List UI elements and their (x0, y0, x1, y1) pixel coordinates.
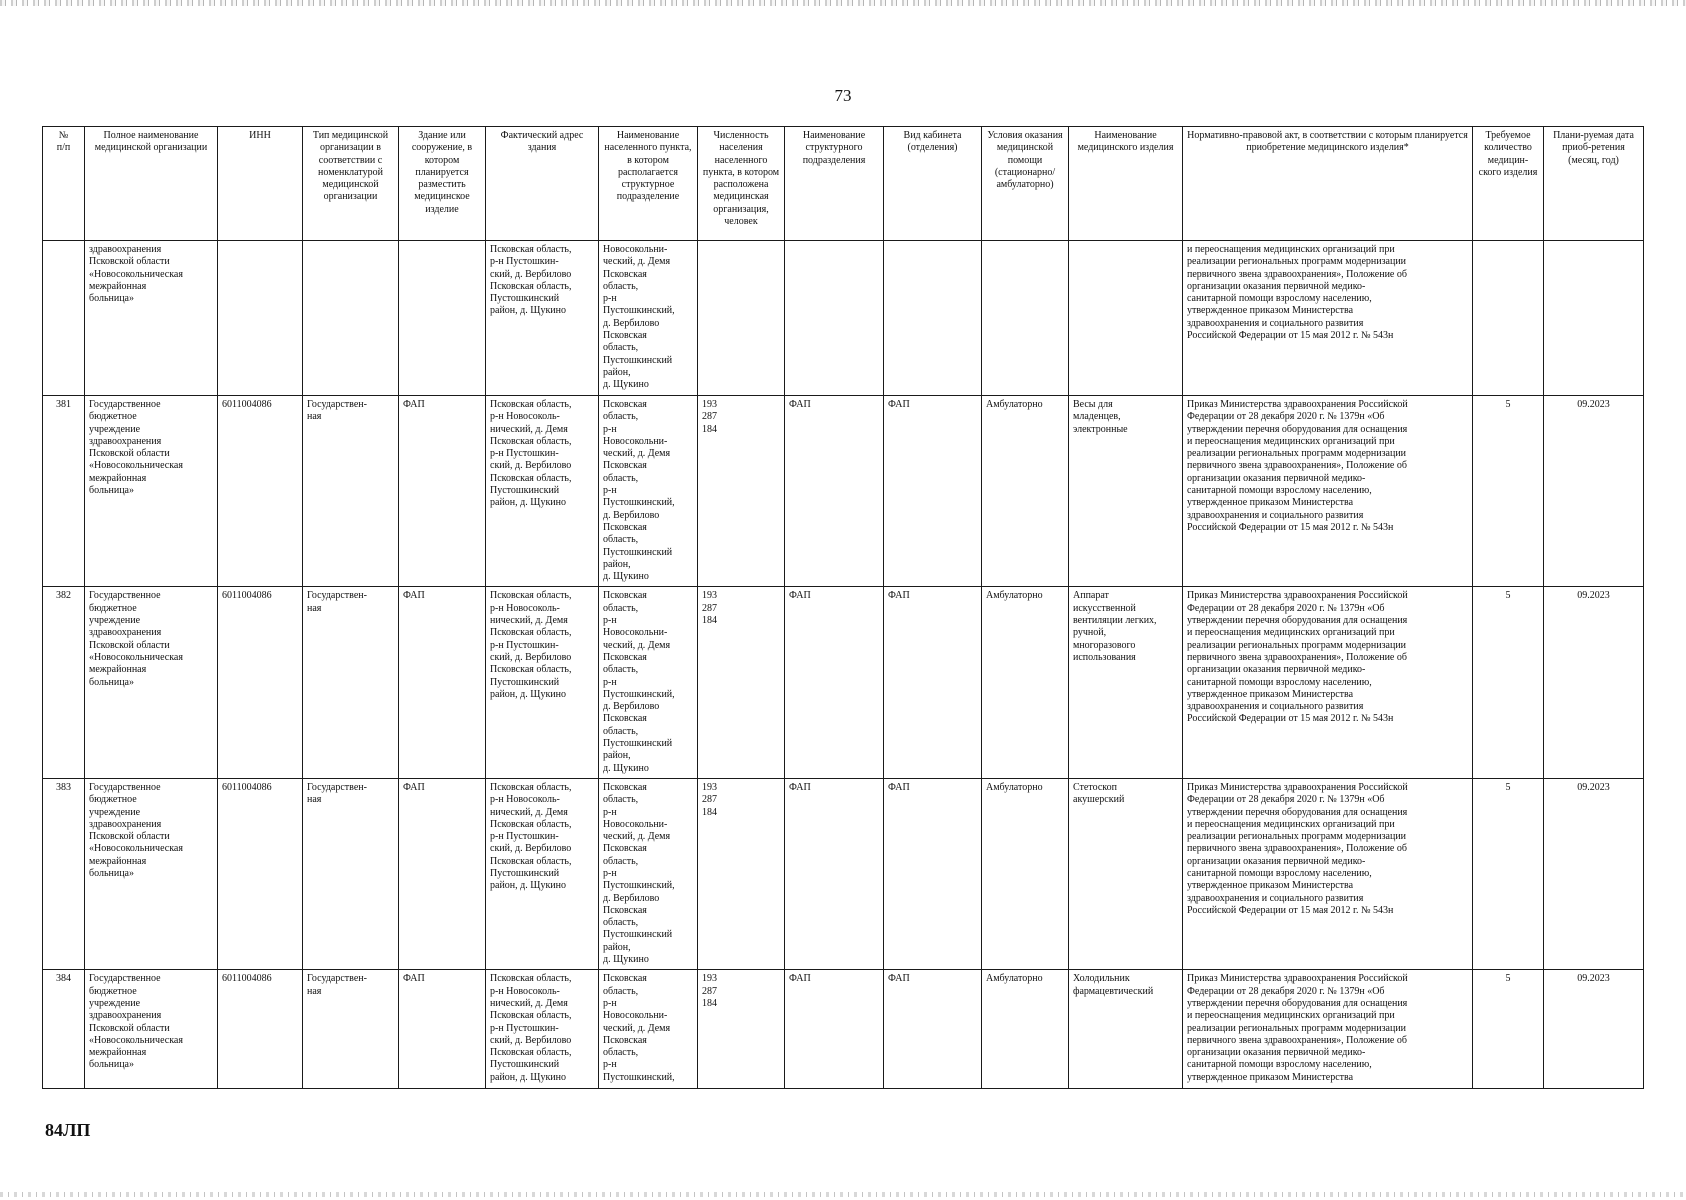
table-row (43, 970, 1644, 1089)
col-header-org-name: Полное наименование медицинской организации (85, 127, 218, 241)
cell-building: ФАП (399, 396, 486, 587)
cell-unit: ФАП (785, 970, 884, 1089)
cell-cabinet: ФАП (884, 970, 982, 1089)
cell-legal-act: и переоснащения медицинских организаций при реализации региональных программ модернизации первичного звена здравоохранения», Положение об организации оказания первичной медико- санитарной помощи взрослому населению, утвержденное приказом Министерства здравоохранения и социального развития Российской Федерации от 15 мая 2012 г. № 543н (1183, 241, 1473, 396)
cell-date: 09.2023 (1544, 587, 1644, 778)
col-header-conditions: Условия оказания медицинской помощи (стационарно/ амбулаторно) (982, 127, 1069, 241)
col-header-settlement: Наименование населенного пункта, в котором располагается структурное подразделение (599, 127, 698, 241)
cell-settlement: Псковская область, р-н Новосокольни- ческий, д. Демя Псковская область, р-н Пустошкинский, (599, 970, 698, 1089)
cell-settlement: Псковская область, р-н Новосокольни- ческий, д. Демя Псковская область, р-н Пустошкинский, д. Вербилово Псковская область, Пустошкинский район, д. Щукино (599, 396, 698, 587)
cell-unit: ФАП (785, 396, 884, 587)
cell-cabinet: ФАП (884, 587, 982, 778)
cell-inn: 6011004086 (218, 396, 303, 587)
cell-device: Стетоскоп акушерский (1069, 778, 1183, 969)
cell-device: Холодильник фармацевтический (1069, 970, 1183, 1089)
cell-org-type: Государствен- ная (303, 396, 399, 587)
cell-population: 193 287 184 (698, 778, 785, 969)
cell-conditions: Амбулаторно (982, 778, 1069, 969)
cell-legal-act: Приказ Министерства здравоохранения Российской Федерации от 28 декабря 2020 г. № 1379н «Об утверждении перечня оборудования для оснащения и переоснащения медицинских организаций при реализации региональных программ модернизации первичного звена здравоохранения», Положение об организации оказания первичной медико- санитарной помощи взрослому населению, утвержденное приказом Министерства здравоохранения и социального развития Российской Федерации от 15 мая 2012 г. № 543н (1183, 396, 1473, 587)
medical-equipment-table (42, 126, 1644, 1089)
cell-quantity: 5 (1473, 970, 1544, 1089)
cell-device: Аппарат искусственной вентиляции легких, ручной, многоразового использования (1069, 587, 1183, 778)
table-header-row (43, 127, 1644, 241)
cell-org-type: Государствен- ная (303, 970, 399, 1089)
cell-org-name: Государственное бюджетное учреждение здравоохранения Псковской области «Новосокольническая межрайонная больница» (85, 396, 218, 587)
cell-unit: ФАП (785, 778, 884, 969)
cell-legal-act: Приказ Министерства здравоохранения Российской Федерации от 28 декабря 2020 г. № 1379н «Об утверждении перечня оборудования для оснащения и переоснащения медицинских организаций при реализации региональных программ модернизации первичного звена здравоохранения», Положение об организации оказания первичной медико- санитарной помощи взрослому населению, утвержденное приказом Министерства здравоохранения и социального развития Российской Федерации от 15 мая 2012 г. № 543н (1183, 587, 1473, 778)
cell-address: Псковская область, р-н Пустошкин- ский, д. Вербилово Псковская область, Пустошкинский район, д. Щукино (486, 241, 599, 396)
cell-date: 09.2023 (1544, 778, 1644, 969)
cell-date: 09.2023 (1544, 970, 1644, 1089)
col-header-building: Здание или сооружение, в котором планируется разместить медицинское изделие (399, 127, 486, 241)
cell-inn: 6011004086 (218, 970, 303, 1089)
col-header-number: № п/п (43, 127, 85, 241)
cell-quantity (1473, 241, 1544, 396)
cell-settlement: Псковская область, р-н Новосокольни- ческий, д. Демя Псковская область, р-н Пустошкинский, д. Вербилово Псковская область, Пустошкинский район, д. Щукино (599, 587, 698, 778)
cell-org-name: Государственное бюджетное учреждение здравоохранения Псковской области «Новосокольническая межрайонная больница» (85, 778, 218, 969)
cell-date (1544, 241, 1644, 396)
cell-building: ФАП (399, 970, 486, 1089)
cell-device: Весы для младенцев, электронные (1069, 396, 1183, 587)
cell-inn: 6011004086 (218, 778, 303, 969)
cell-settlement: Псковская область, р-н Новосокольни- ческий, д. Демя Псковская область, р-н Пустошкинский, д. Вербилово Псковская область, Пустошкинский район, д. Щукино (599, 778, 698, 969)
cell-inn (218, 241, 303, 396)
cell-number (43, 241, 85, 396)
scan-edge-top (0, 0, 1686, 6)
cell-org-name: Государственное бюджетное учреждение здравоохранения Псковской области «Новосокольническая межрайонная больница» (85, 970, 218, 1089)
cell-quantity: 5 (1473, 587, 1544, 778)
page-number: 73 (834, 86, 852, 105)
cell-building: ФАП (399, 587, 486, 778)
cell-conditions (982, 241, 1069, 396)
col-header-cabinet: Вид кабинета (отделения) (884, 127, 982, 241)
cell-conditions: Амбулаторно (982, 587, 1069, 778)
cell-number: 382 (43, 587, 85, 778)
col-header-org-type: Тип медицинской организации в соответствии с номенклатурой медицинской организации (303, 127, 399, 241)
col-header-inn: ИНН (218, 127, 303, 241)
document-code: 84ЛП (45, 1120, 91, 1140)
cell-address: Псковская область, р-н Новосоколь- нический, д. Демя Псковская область, р-н Пустошкин- ский, д. Вербилово Псковская область, Пустошкинский район, д. Щукино (486, 587, 599, 778)
cell-org-name: Государственное бюджетное учреждение здравоохранения Псковской области «Новосокольническая межрайонная больница» (85, 587, 218, 778)
cell-cabinet: ФАП (884, 396, 982, 587)
cell-date: 09.2023 (1544, 396, 1644, 587)
table-row (43, 587, 1644, 778)
cell-org-name: здравоохранения Псковской области «Новосокольническая межрайонная больница» (85, 241, 218, 396)
scan-edge-bottom (0, 1192, 1686, 1197)
col-header-address: Фактический адрес здания (486, 127, 599, 241)
table-row (43, 396, 1644, 587)
cell-population: 193 287 184 (698, 970, 785, 1089)
cell-building (399, 241, 486, 396)
cell-conditions: Амбулаторно (982, 396, 1069, 587)
col-header-population: Численность населения населенного пункта, в котором расположена медицинская организация, человек (698, 127, 785, 241)
col-header-legal-act: Нормативно-правовой акт, в соответствии с которым планируется приобретение медицинского изделия* (1183, 127, 1473, 241)
cell-unit: ФАП (785, 587, 884, 778)
cell-population: 193 287 184 (698, 587, 785, 778)
cell-legal-act: Приказ Министерства здравоохранения Российской Федерации от 28 декабря 2020 г. № 1379н «Об утверждении перечня оборудования для оснащения и переоснащения медицинских организаций при реализации региональных программ модернизации первичного звена здравоохранения», Положение об организации оказания первичной медико- санитарной помощи взрослому населению, утвержденное приказом Министерства (1183, 970, 1473, 1089)
col-header-quantity: Требуемое количество медицин-ского изделия (1473, 127, 1544, 241)
cell-cabinet: ФАП (884, 778, 982, 969)
cell-settlement: Новосокольни- ческий, д. Демя Псковская область, р-н Пустошкинский, д. Вербилово Псковская область, Пустошкинский район, д. Щукино (599, 241, 698, 396)
col-header-unit: Наименование структурного подразделения (785, 127, 884, 241)
cell-number: 383 (43, 778, 85, 969)
cell-quantity: 5 (1473, 396, 1544, 587)
cell-inn: 6011004086 (218, 587, 303, 778)
cell-org-type: Государствен- ная (303, 587, 399, 778)
cell-population (698, 241, 785, 396)
cell-number: 384 (43, 970, 85, 1089)
col-header-device: Наименование медицинского изделия (1069, 127, 1183, 241)
col-header-date: Плани-руемая дата приоб-ретения (месяц, год) (1544, 127, 1644, 241)
cell-address: Псковская область, р-н Новосоколь- нический, д. Демя Псковская область, р-н Пустошкин- ский, д. Вербилово Псковская область, Пустошкинский район, д. Щукино (486, 778, 599, 969)
cell-cabinet (884, 241, 982, 396)
cell-org-type: Государствен- ная (303, 778, 399, 969)
cell-org-type (303, 241, 399, 396)
cell-address: Псковская область, р-н Новосоколь- нический, д. Демя Псковская область, р-н Пустошкин- ский, д. Вербилово Псковская область, Пустошкинский район, д. Щукино (486, 396, 599, 587)
table-row (43, 778, 1644, 969)
cell-conditions: Амбулаторно (982, 970, 1069, 1089)
table-row-continuation (43, 241, 1644, 396)
cell-quantity: 5 (1473, 778, 1544, 969)
cell-building: ФАП (399, 778, 486, 969)
cell-legal-act: Приказ Министерства здравоохранения Российской Федерации от 28 декабря 2020 г. № 1379н «Об утверждении перечня оборудования для оснащения и переоснащения медицинских организаций при реализации региональных программ модернизации первичного звена здравоохранения», Положение об организации оказания первичной медико- санитарной помощи взрослому населению, утвержденное приказом Министерства здравоохранения и социального развития Российской Федерации от 15 мая 2012 г. № 543н (1183, 778, 1473, 969)
cell-population: 193 287 184 (698, 396, 785, 587)
cell-unit (785, 241, 884, 396)
cell-device (1069, 241, 1183, 396)
cell-address: Псковская область, р-н Новосоколь- нический, д. Демя Псковская область, р-н Пустошкин- ский, д. Вербилово Псковская область, Пустошкинский район, д. Щукино (486, 970, 599, 1089)
cell-number: 381 (43, 396, 85, 587)
